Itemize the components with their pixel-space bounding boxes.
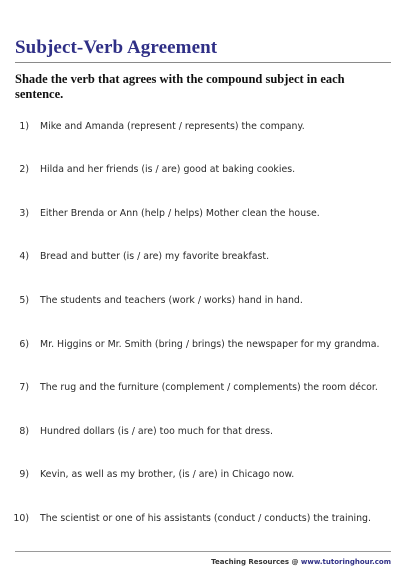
question-item [0, 251, 405, 267]
question-text: Either Brenda or Ann (help / helps) Mother clean the house. [40, 208, 320, 219]
question-text: Mike and Amanda (represent / represents) the company. [40, 121, 305, 132]
question-number: 5) [19, 295, 29, 306]
worksheet-instructions: Shade the verb that agrees with the compound subject in each sentence. [15, 72, 345, 101]
question-text: Bread and butter (is / are) my favorite breakfast. [40, 251, 270, 262]
question-number: 6) [19, 339, 29, 350]
question-text: Kevin, as well as my brother, (is / are) in Chicago now. [40, 469, 295, 480]
question-number: 3) [19, 208, 29, 219]
question-item [0, 513, 405, 529]
question-item [0, 164, 405, 180]
footer-divider [15, 551, 391, 552]
question-number: 8) [19, 426, 29, 437]
question-number: 4) [19, 251, 29, 262]
question-item [0, 426, 405, 442]
question-number: 7) [19, 382, 29, 393]
question-text: Hundred dollars (is / are) too much for that dress. [40, 426, 273, 437]
question-text: The scientist or one of his assistants (conduct / conducts) the training. [40, 513, 371, 524]
question-item [0, 208, 405, 224]
question-number: 1) [19, 121, 29, 132]
question-number: 9) [19, 469, 29, 480]
question-number: 2) [19, 164, 29, 175]
question-text: Mr. Higgins or Mr. Smith (bring / brings) the newspaper for my grandma. [40, 339, 380, 350]
worksheet-title: Subject-Verb Agreement [15, 37, 218, 58]
question-item [0, 121, 405, 137]
question-text: The rug and the furniture (complement / complements) the room décor. [40, 382, 378, 393]
question-item [0, 382, 405, 398]
question-number: 10) [13, 513, 29, 524]
question-item [0, 339, 405, 355]
question-text: The students and teachers (work / works) hand in hand. [40, 295, 303, 306]
footer-link[interactable]: www.tutoringhour.com [300, 558, 391, 566]
footer-label: Teaching Resources @ [211, 558, 301, 566]
question-item [0, 469, 405, 485]
footer [211, 558, 391, 566]
question-item [0, 295, 405, 311]
title-divider [15, 62, 391, 63]
question-text: Hilda and her friends (is / are) good at baking cookies. [40, 164, 296, 175]
